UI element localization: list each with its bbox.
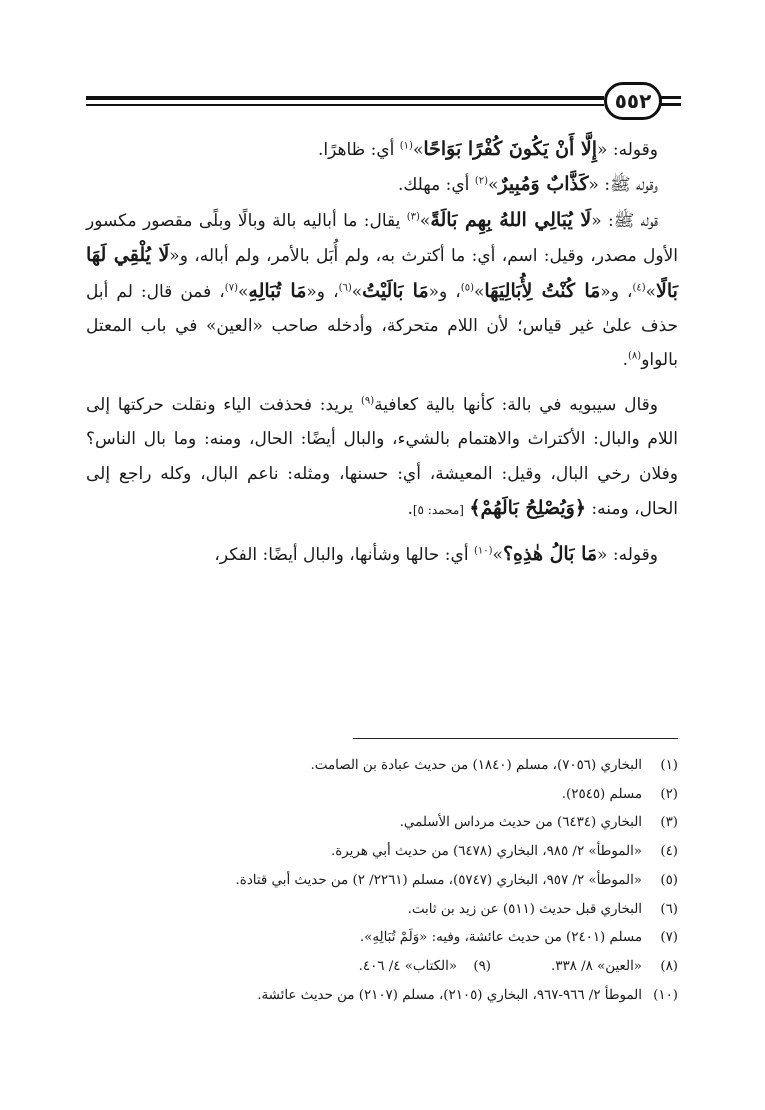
hadith-quote: لَا يُبَالِي اللهُ بِهِم بَالَةً [430,208,592,231]
footnote-6: (٦) البخاري قبل حديث (٥١١) عن زيد بن ثابت. [407,901,678,917]
footnotes [86,752,678,1010]
hadith-quote: لَا يُلْقِي لَهَا بَالًا [86,244,678,302]
footnote-9: (٩) «الكتاب» ٤/ ٤٠٦. [358,958,492,974]
footnote-ref: (٤) [632,281,646,293]
hadith-quote: كَذَّابٌ وَمُبِيرٌ [498,173,589,196]
hadith-quote: مَا بَالَيْتُ [362,279,429,302]
header-rule-right-top [659,96,681,99]
page-number: ٥٥٢ [604,82,662,120]
footnote-ref: (٧) [224,281,238,293]
paragraph-2: وقوله ﷺ: «كَذَّابٌ وَمُبِيرٌ»$^{(٢)}$ أي: مهلك. [397,173,658,196]
paragraph-5: وقوله: «مَا بَالُ هٰذِهِ؟»$^{(١٠)}$ أي: حالها وشأنها، والبال أيضًا: الفكر، [214,543,658,566]
header-rule-right-bottom [659,103,681,106]
footnote-5: (٥) «الموطأ» ٢/ ٩٥٧، البخاري (٥٧٤٧)، مسلم (٢٢٦١/ ٢) من حديث أبي قتادة. [235,872,678,888]
footnote-ref: (٩) [361,395,375,407]
footnote-1: (١) البخاري (٧٠٥٦)، مسلم (١٨٤٠) من حديث عبادة بن الصامت. [310,758,678,773]
footnote-ref: (٢) [474,175,488,187]
header-rule-thick [86,96,604,100]
hadith-quote: مَا بَالُ هٰذِهِ؟ [502,543,598,566]
header-rule-thin [86,104,604,106]
hadith-quote: مَا تُبَالِهِ [248,279,307,302]
paragraph-3: قوله ﷺ: «لَا يُبَالِي اللهُ بِهِم بَالَةً»$^{(٣)}$ يقال: ما أباليه بالة وبالًا وبلًى مقصور مكسور الأول مصدر، وقيل: اسم، أي: ما أكترث به، ولم أُبَل بالأمر، ولم أباله، و«لَا يُلْقِي لَهَا بَالًا»$^{(٤)}$، و«مَا كُنْتُ لِأُبَالِيَهَا»$^{(٥)}$، و«مَا بَالَيْتُ»$^{(٦)}$، و«مَا تُبَالِهِ»$^{(٧)}$، فمن قال: لم أبل حذف علىٰ غير قياس؛ لأن اللام متحركة، وأدخله صاحب «العين» في باب المعتل بالواو$^{(٨)}$. [86,208,678,371]
footnote-8: (٨) «العين» ٨/ ٣٣٨. (٩) «الكتاب» ٤/ ٤٠٦. [86,953,678,982]
footnote-ref: (٦) [338,281,352,293]
hadith-quote: مَا كُنْتُ لِأُبَالِيَهَا [484,279,601,302]
paragraph-1: وقوله: «إِلَّا أَنْ يَكُونَ كُفْرًا بَوَاحًا»$^{(١)}$ أي: ظاهرًا. [318,138,658,160]
footnote-ref: (١) [399,140,413,152]
footnote-7: (٧) مسلم (٢٤٠١) من حديث عائشة، وفيه: «وَلَمْ تُبَالِهِ». [359,930,678,946]
quran-citation: [محمد: ٥] [412,503,464,518]
paragraph-4: وقال سيبويه في بالة: كأنها بالية كعافية$^{(٩)}$ يريد: فحذفت الياء ونقلت حركتها إلى اللام والبال: الأكتراث والاهتمام بالشيء، والبال أيضًا: الحال، ومنه: وما بال الناس؟ وفلان رخي البال، وقيل: المعيشة، أي: حسنها، ومثله: ناعم البال، وكله راجع إلى الحال، ومنه: ﴿وَيُصْلِحُ بَالَهُمْ﴾ [محمد: ٥]. [86,394,678,520]
page-header [86,82,681,122]
footnote-ref: (٥) [460,281,474,293]
hadith-quote: إِلَّا أَنْ يَكُونَ كُفْرًا بَوَاحًا [423,138,598,160]
footnote-10: (١٠) الموطأ ٢/ ٩٦٦-٩٦٧، البخاري (٢١٠٥)، مسلم (٢١٠٧) من حديث عائشة. [257,987,678,1003]
footnote-2: (٢) مسلم (٢٥٤٥). [561,786,678,802]
quran-quote: ﴿وَيُصْلِحُ بَالَهُمْ﴾ [469,497,586,520]
footnote-ref: (٨) [628,350,642,362]
main-text [86,132,678,573]
footnote-separator [353,738,678,739]
footnote-ref: (٣) [406,211,420,223]
footnote-3: (٣) البخاري (٦٤٣٤) من حديث مرداس الأسلمي. [399,815,678,831]
footnote-4: (٤) «الموطأ» ٢/ ٩٨٥، البخاري (٦٤٧٨) من حديث أبي هريرة. [330,844,678,860]
footnote-ref: (١٠) [473,545,493,557]
